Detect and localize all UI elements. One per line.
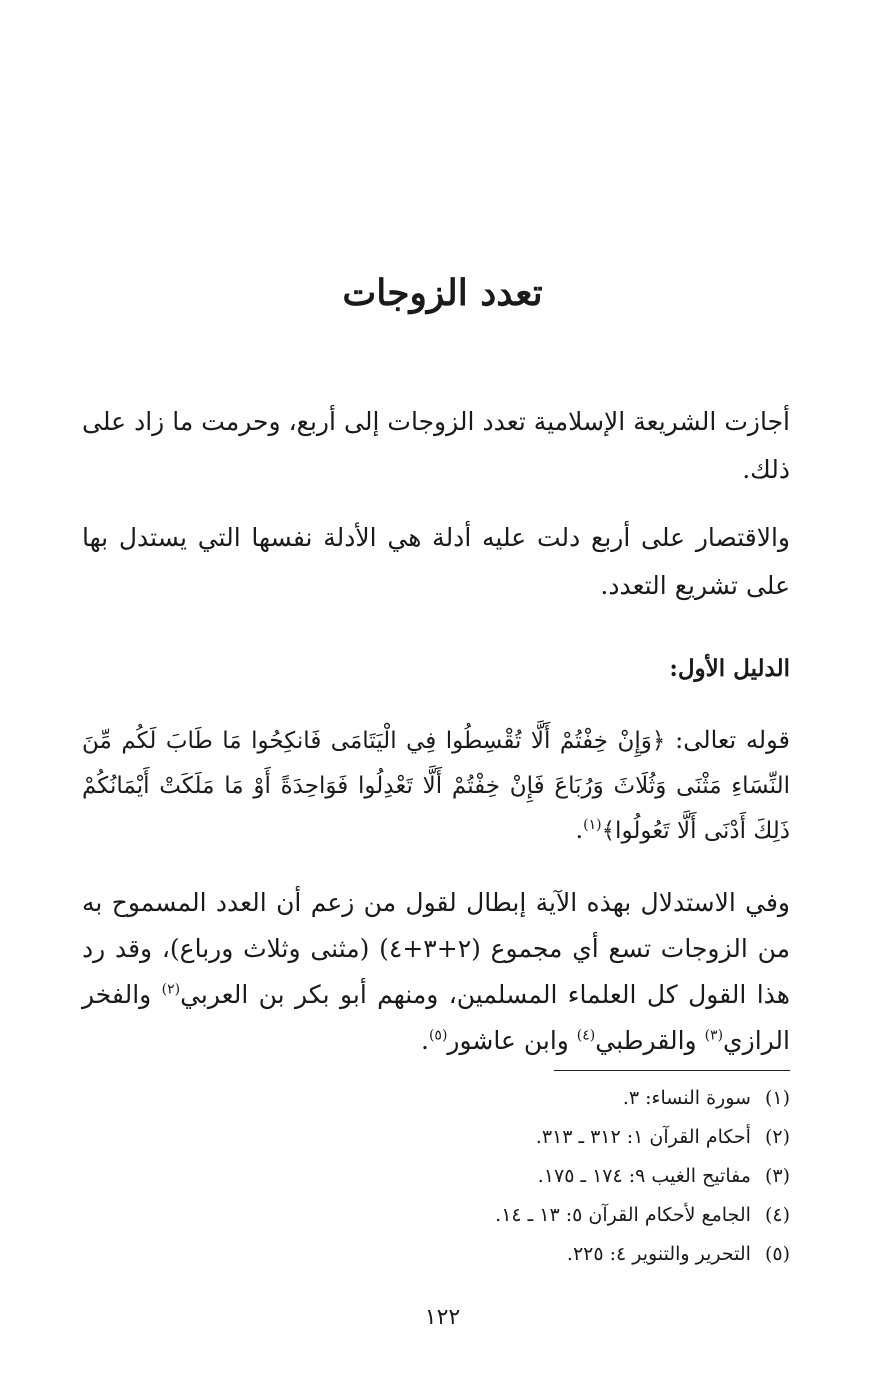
quran-verse: ﴿وَإِنْ خِفْتُمْ أَلَّا تُقْسِطُوا فِي الْيَتَامَى فَانكِحُوا مَا طَابَ لَكُم مِّنَ النِّسَاءِ مَثْنَى وَثُلَاثَ وَرُبَاعَ فَإِنْ خِفْتُمْ أَلَّا تَعْدِلُوا فَوَاحِدَةً أَوْ مَا مَلَكَتْ أَيْمَانُكُمْ ذَلِكَ أَدْنَى أَلَّا تَعُولُوا﴾ [82, 728, 790, 844]
evidence-end: . [575, 816, 584, 844]
footnote-item [495, 1200, 790, 1239]
footnote-item [495, 1161, 790, 1200]
evidence-intro: قوله تعالى: [665, 726, 790, 754]
footnote-number: (١) [764, 1087, 790, 1109]
footnote-number: (٣) [764, 1165, 790, 1187]
footnote-text: مفاتيح الغيب ٩: ١٧٤ ـ ١٧٥. [537, 1165, 751, 1187]
footnote-text: الجامع لأحكام القرآن ٥: ١٣ ـ ١٤. [495, 1204, 751, 1226]
footnote-text: التحرير والتنوير ٤: ٢٢٥. [566, 1243, 751, 1265]
footnote-divider [554, 1070, 790, 1071]
footnote-item [495, 1122, 790, 1161]
footnote-ref-5[interactable]: (٥) [428, 1027, 448, 1044]
footnotes-list [495, 1083, 790, 1278]
evidence-paragraph [82, 718, 790, 853]
argument-text-1: وفي الاستدلال بهذه الآية إبطال لقول من زعم أن العدد المسموح به من الزوجات تسع أي مجموع (٢+٣+٤) (مثنى وثلاث ورباع)، وقد رد هذا القول كل العلماء المسلمين، ومنهم أبو بكر بن العربي [82, 888, 791, 1009]
footnote-number: (٥) [764, 1243, 790, 1265]
footnote-ref-4[interactable]: (٤) [576, 1027, 596, 1044]
argument-end: . [421, 1026, 429, 1055]
footnote-number: (٤) [764, 1204, 790, 1226]
footnote-text: سورة النساء: ٣. [622, 1087, 751, 1109]
footnote-ref-3[interactable]: (٣) [704, 1027, 724, 1044]
footnote-text: أحكام القرآن ١: ٣١٢ ـ ٣١٣. [535, 1126, 751, 1148]
evidence-heading: الدليل الأول: [669, 655, 790, 682]
footnote-item [495, 1239, 790, 1278]
second-paragraph: والاقتصار على أربع دلت عليه أدلة هي الأدلة نفسها التي يستدل بها على تشريع التعدد. [82, 523, 790, 600]
argument-text-3: والقرطبي [595, 1026, 705, 1055]
footnote-ref-2[interactable]: (٢) [161, 981, 181, 998]
argument-text-2: والفخر الرازي [82, 980, 790, 1055]
argument-text-4: وابن عاشور [447, 1026, 577, 1055]
footnote-number: (٢) [764, 1126, 790, 1148]
argument-paragraph [82, 880, 790, 1064]
intro-paragraph: أجازت الشريعة الإسلامية تعدد الزوجات إلى أربع، وحرمت ما زاد على ذلك. [82, 407, 790, 484]
footnote-item [495, 1083, 790, 1122]
chapter-title: تعدد الزوجات [342, 272, 543, 314]
page-number: ١٢٢ [424, 1305, 461, 1330]
footnote-ref-1[interactable]: (١) [583, 817, 602, 833]
